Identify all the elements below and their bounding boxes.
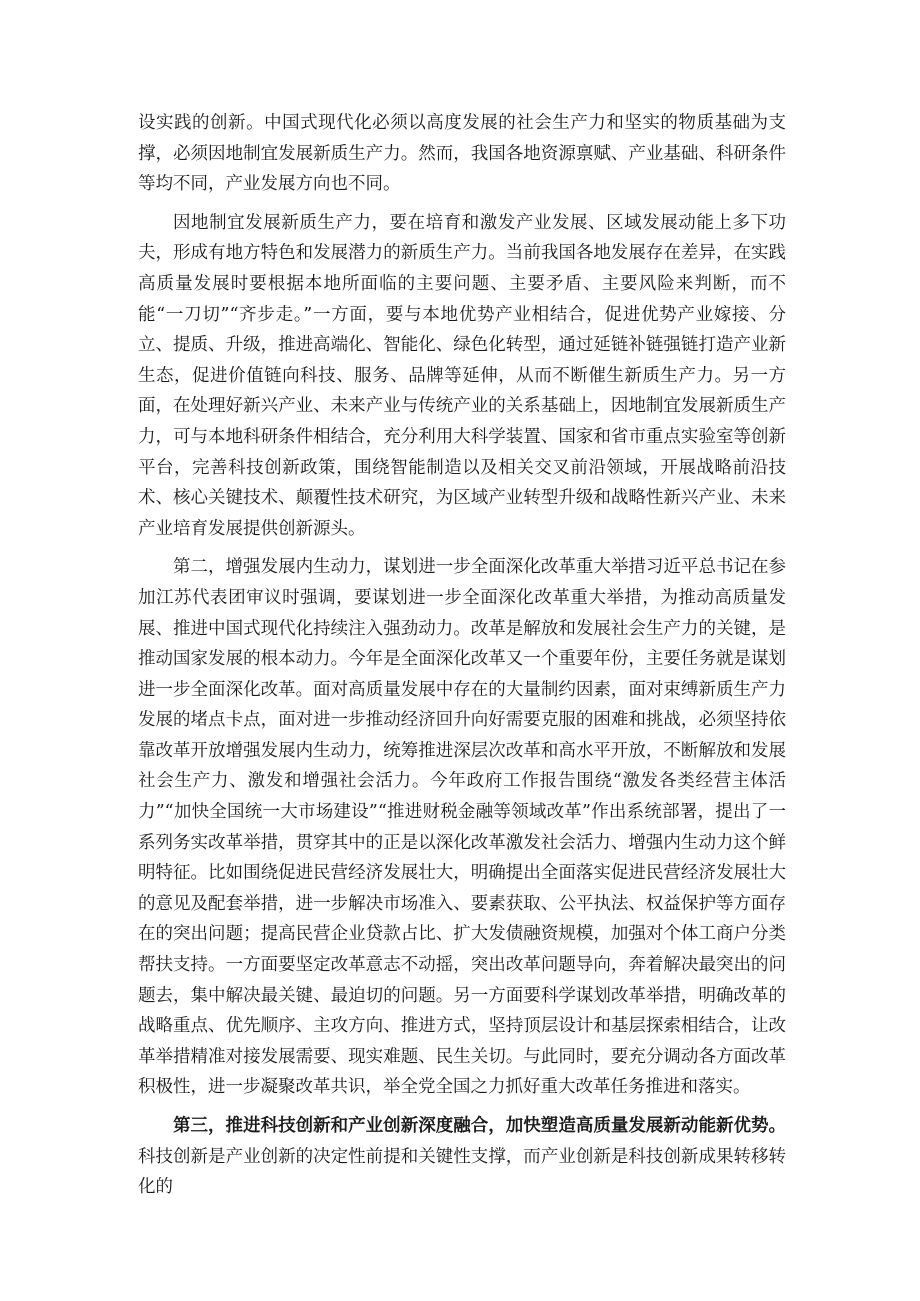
- paragraph-4-text: 科技创新是产业创新的决定性前提和关键性支撑，而产业创新是科技创新成果转移转化的: [138, 1146, 786, 1198]
- paragraph-4: [138, 1111, 786, 1203]
- paragraph-3: [138, 552, 786, 1103]
- paragraph-2: [138, 208, 786, 545]
- paragraph-3-text: 第二，增强发展内生动力，谋划进一步全面深化改革重大举措习近平总书记在参加江苏代表团审议时强调，要谋划进一步全面深化改革重大举措，为推动高质量发展、推进中国式现代化持续注入强劲动力。改革是解放和发展社会生产力的关键，是推动国家发展的根本动力。今年是全面深化改革又一个重要年份，主要任务就是谋划进一步全面深化改革。面对高质量发展中存在的大量制约因素，面对束缚新质生产力发展的堵点卡点，面对进一步推动经济回升向好需要克服的困难和挑战，必须坚持依靠改革开放增强发展内生动力，统筹推进深层次改革和高水平开放，不断解放和发展社会生产力、激发和增强社会活力。今年政府工作报告围绕“激发各类经营主体活力”“加快全国统一大市场建设”“推进财税金融等领域改革”作出系统部署，提出了一系列务实改革举措，贯穿其中的正是以深化改革激发社会活力、增强内生动力这个鲜明特征。比如围绕促进民营经济发展壮大，明确提出全面落实促进民营经济发展壮大的意见及配套举措，进一步解决市场准入、要素获取、公平执法、权益保护等方面存在的突出问题；提高民营企业贷款占比、扩大发债融资规模，加强对个体工商户分类帮扶支持。一方面要坚定改革意志不动摇，突出改革问题导向，奔着解决最突出的问题去，集中解决最关键、最迫切的问题。另一方面要科学谋划改革举措，明确改革的战略重点、优先顺序、主攻方向、推进方式，坚持顶层设计和基层探索相结合，让改革举措精准对接发展需要、现实难题、民生关切。与此同时，要充分调动各方面改革积极性，进一步凝聚改革共识，举全党全国之力抓好重大改革任务推进和落实。: [138, 557, 786, 1098]
- paragraph-2-text: 因地制宜发展新质生产力，要在培育和激发产业发展、区域发展动能上多下功夫，形成有地方特色和发展潜力的新质生产力。当前我国各地发展存在差异，在实践高质量发展时要根据本地所面临的主要问题、主要矛盾、主要风险来判断，而不能“一刀切”“齐步走。”一方面，要与本地优势产业相结合，促进优势产业嫁接、分立、提质、升级，推进高端化、智能化、绿色化转型，通过延链补链强链打造产业新生态，促进价值链向科技、服务、品牌等延伸，从而不断催生新质生产力。另一方面，在处理好新兴产业、未来产业与传统产业的关系基础上，因地制宜发展新质生产力，可与本地科研条件相结合，充分利用大科学装置、国家和省市重点实验室等创新平台，完善科技创新政策，围绕智能制造以及相关交叉前沿领域，开展战略前沿技术、核心关键技术、颠覆性技术研究，为区域产业转型升级和战略性新兴产业、未来产业培育发展提供创新源头。: [138, 212, 786, 539]
- paragraph-4-lead: 第三，推进科技创新和产业创新深度融合，加快塑造高质量发展新动能新优势。: [173, 1116, 786, 1136]
- document-body: [138, 108, 786, 1211]
- paragraph-1: [138, 108, 786, 200]
- paragraph-1-text: 设实践的创新。中国式现代化必须以高度发展的社会生产力和坚实的物质基础为支撑，必须因地制宜发展新质生产力。然而，我国各地资源禀赋、产业基础、科研条件等均不同，产业发展方向也不同。: [138, 113, 786, 195]
